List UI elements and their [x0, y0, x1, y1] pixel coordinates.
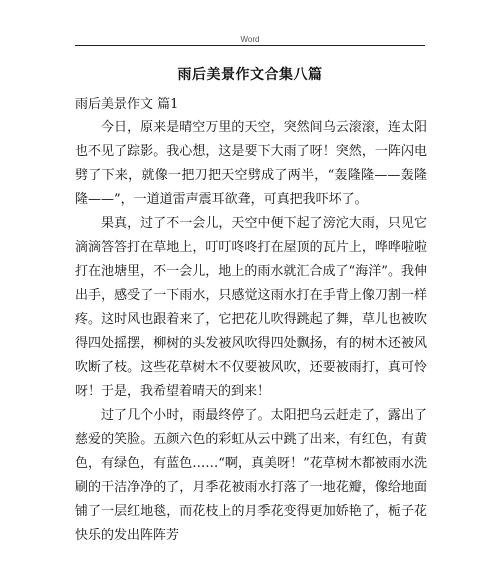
paragraph-2: 果真，过了不一会儿，天空中便下起了滂沱大雨，只见它滴滴答答打在草地上，叮叮咚咚打在屋顶的瓦片上，哗哗啦啦打在池塘里，不一会儿，地上的雨水就汇合成了“海洋”。我伸出手，感受了一下雨水，只感觉这雨水打在手背上像刀割一样疼。这时风也跟着来了，它把花儿吹得跳起了舞，草儿也被吹得四处摇摆，柳树的头发被风吹得四处飘扬，有的树木还被风吹断了枝。这些花草树木不仅要被风吹，还要被雨打，真可怜呀！于是，我希望着晴天的到来！ — [75, 216, 427, 399]
document-title: 雨后美景作文合集八篇 — [177, 67, 323, 83]
paragraph-1: 今日，原来是晴空万里的天空，突然间乌云滚滚，连太阳也不见了踪影。我心想，这是要下大雨了呀！突然，一阵闪电劈了下来，就像一把刀把天空劈成了两半，“轰隆隆——轰隆隆——”，一道道雷声震耳欲聋，可真把我吓坏了。 — [75, 120, 427, 207]
header-divider — [75, 45, 425, 46]
document-body — [75, 116, 427, 548]
header-label: Word — [240, 35, 260, 44]
document-subtitle: 雨后美景作文 篇1 — [75, 97, 179, 112]
paragraph-3: 过了几个小时，雨最终停了。太阳把乌云赶走了，露出了慈爱的笑脸。五颜六色的彩虹从云中跳了出来，有红色，有黄色，有绿色，有蓝色……“啊，真美呀！”花草树木都被雨水洗刷的干洁净净的了，月季花被雨水打落了一地花瓣，像给地面铺了一层红地毯，而花枝上的月季花变得更加娇艳了，栀子花快乐的发出阵阵芳 — [75, 408, 427, 543]
